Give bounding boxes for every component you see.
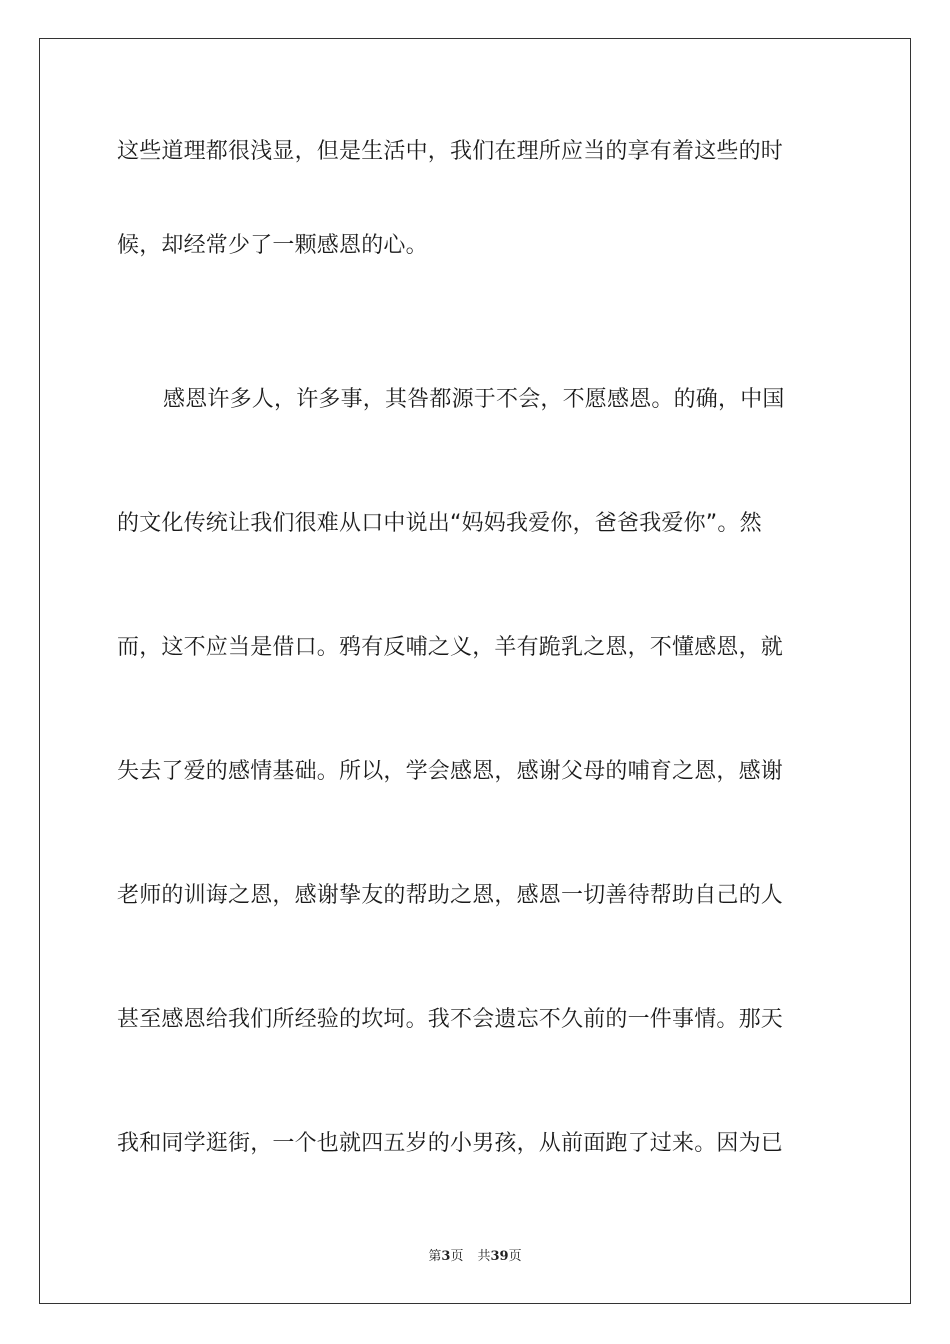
page-footer (0, 1248, 950, 1266)
paragraph-line-7: 老师的训诲之恩，感谢挚友的帮助之恩，感恩一切善待帮助自己的人 (117, 883, 784, 908)
paragraph-line-3: 感恩许多人，许多事，其咎都源于不会，不愿感恩。的确，中国 (163, 387, 785, 412)
paragraph-line-2: 候，却经常少了一颗感恩的心。 (117, 233, 428, 258)
paragraph-line-6: 失去了爱的感情基础。所以，学会感恩，感谢父母的哺育之恩，感谢 (117, 759, 784, 784)
page-suffix: 页 (450, 1249, 464, 1264)
paragraph-line-1: 这些道理都很浅显，但是生活中，我们在理所应当的享有着这些的时 (117, 139, 784, 164)
total-prefix: 共 (477, 1249, 491, 1264)
page-prefix: 第 (428, 1249, 442, 1264)
paragraph-line-4: 的文化传统让我们很难从口中说出“妈妈我爱你，爸爸我爱你”。然 (117, 511, 762, 536)
paragraph-line-5: 而，这不应当是借口。鸦有反哺之义，羊有跪乳之恩，不懂感恩，就 (117, 635, 784, 660)
total-pages: 39 (490, 1249, 509, 1264)
paragraph-line-9: 我和同学逛街，一个也就四五岁的小男孩，从前面跑了过来。因为已 (117, 1131, 784, 1156)
total-suffix: 页 (508, 1249, 522, 1264)
page-border (39, 38, 911, 1304)
paragraph-line-8: 甚至感恩给我们所经验的坎坷。我不会遗忘不久前的一件事情。那天 (117, 1007, 784, 1032)
page-number: 3 (441, 1249, 451, 1264)
